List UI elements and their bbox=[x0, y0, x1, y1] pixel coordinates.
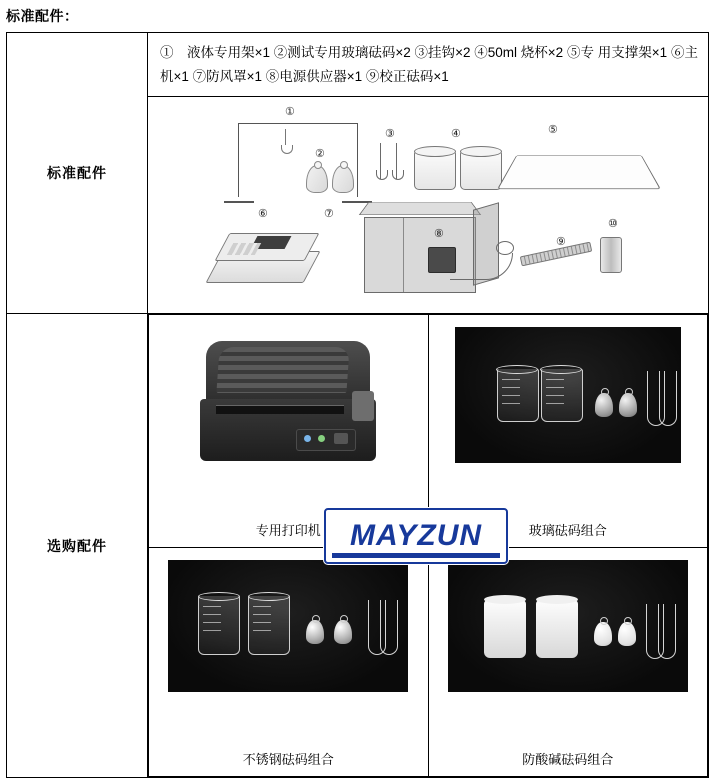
page-title: 标准配件： bbox=[6, 8, 79, 24]
standard-parts-cell bbox=[148, 33, 709, 314]
glass-weight-illustration bbox=[332, 165, 354, 193]
main-unit-illustration bbox=[214, 227, 310, 283]
marker-6: ⑥ bbox=[258, 208, 268, 221]
printer-photo bbox=[200, 333, 376, 483]
hook-illustration bbox=[380, 143, 381, 179]
marker-9: ⑨ bbox=[556, 236, 566, 249]
optional-item-steel-weights bbox=[149, 548, 429, 777]
marker-10: ⑩ bbox=[608, 218, 618, 231]
glass-weight-illustration bbox=[306, 165, 328, 193]
optional-item-acid-resistant-weights bbox=[428, 548, 708, 777]
row-label-standard: 标准配件 bbox=[7, 33, 148, 314]
hook-illustration bbox=[396, 143, 397, 179]
row-label-optional: 选购配件 bbox=[7, 314, 148, 778]
caption-glass-weights: 玻璃砝码组合 bbox=[528, 523, 607, 539]
marker-2: ② bbox=[315, 148, 325, 161]
support-frame-illustration bbox=[497, 156, 661, 190]
optional-row-2 bbox=[149, 548, 708, 777]
steel-weight-set-photo bbox=[168, 560, 408, 692]
standard-parts-line2: 用支撑架×1 ⑥主机×1 ⑦防风罩×1 ⑧电源供应器×1 ⑨校正砝码×1 bbox=[160, 45, 698, 84]
watermark-text: MAYZUN bbox=[349, 519, 483, 552]
accessories-table bbox=[6, 32, 709, 778]
caption-acid-resistant-weights: 防酸碱砝码组合 bbox=[522, 752, 614, 768]
watermark-logo bbox=[324, 508, 508, 564]
standard-parts-text bbox=[148, 33, 708, 97]
table-row-standard bbox=[7, 33, 709, 314]
beaker-illustration bbox=[414, 151, 456, 190]
marker-7: ⑦ bbox=[324, 208, 334, 221]
marker-1: ① bbox=[285, 106, 295, 119]
acid-resistant-weight-set-photo bbox=[448, 560, 688, 692]
glass-weight-set-photo bbox=[455, 327, 681, 463]
cylinder-weight-illustration bbox=[600, 237, 622, 273]
marker-8: ⑧ bbox=[434, 228, 444, 241]
standard-parts-illustration bbox=[148, 97, 708, 313]
power-cable-illustration bbox=[450, 253, 513, 280]
caption-steel-weights: 不锈钢砝码组合 bbox=[242, 752, 334, 768]
beaker-illustration bbox=[460, 151, 502, 190]
marker-5: ⑤ bbox=[548, 124, 558, 137]
watermark-bar bbox=[332, 553, 500, 558]
marker-4: ④ bbox=[451, 128, 461, 141]
standard-parts-line1: ① 液体专用架×1 ②测试专用玻璃砝码×2 ③挂钩×2 ④50ml 烧杯×2 ⑤专 bbox=[160, 45, 594, 60]
marker-3: ③ bbox=[385, 128, 395, 141]
caption-printer: 专用打印机 bbox=[255, 523, 321, 539]
